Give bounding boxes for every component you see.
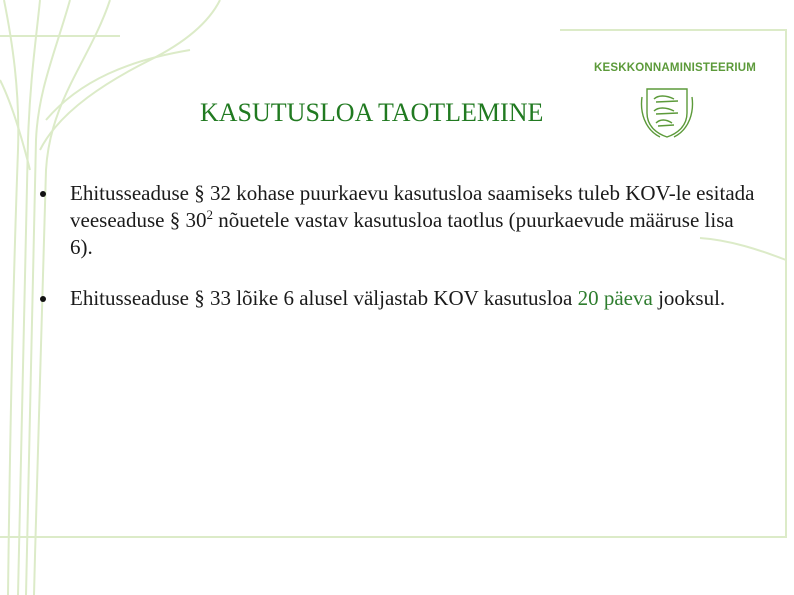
estonian-coat-of-arms-icon <box>640 83 694 139</box>
bullet-dot-icon <box>40 191 46 197</box>
bullet-list <box>40 180 760 336</box>
ministry-logo-text: KESKKONNAMINISTEERIUM <box>594 62 757 74</box>
bullet-text: Ehitusseaduse § 32 kohase puurkaevu kasutusloa saamiseks tuleb KOV-le esitada veeseaduse § $30^2$ nõuetele vastav kasutusloa taotlus (puurkaevude määruse lisa 6). <box>70 181 755 259</box>
slide-title: KASUTUSLOA TAOTLEMINE <box>200 98 544 127</box>
highlight-deadline: 20 päeva <box>577 286 653 310</box>
bullet-item <box>40 180 760 261</box>
bullet-dot-icon <box>40 296 46 302</box>
bullet-item <box>40 285 760 312</box>
bullet-text: Ehitusseaduse § 33 lõike 6 alusel väljastab KOV kasutusloa 20 päeva jooksul. <box>70 286 726 310</box>
